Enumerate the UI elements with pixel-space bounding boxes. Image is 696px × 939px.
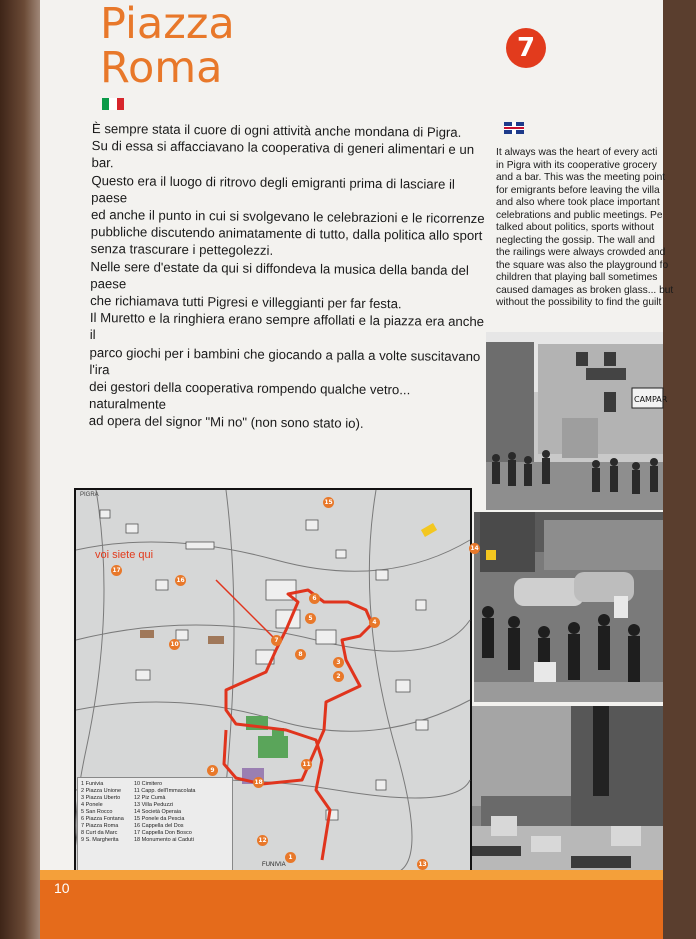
village-map[interactable] (74, 488, 479, 874)
map-marker-11[interactable]: 11 (302, 761, 311, 768)
legend-item: 16 Cappella del Dos (134, 823, 184, 829)
map-marker-9[interactable]: 9 (207, 765, 218, 776)
legend-item: 6 Piazza Fontana (81, 816, 124, 822)
map-marker-2[interactable]: 2 (333, 671, 344, 682)
legend-item: 5 San Rocco (81, 809, 113, 815)
book-spine (0, 0, 40, 939)
map-corner-label: PIGRA (80, 492, 99, 498)
map-marker-13[interactable]: 13 (418, 861, 427, 868)
legend-item: 13 Villa Peduzzi (134, 802, 174, 808)
page-footer (40, 870, 663, 939)
map-marker-12[interactable]: 12 (258, 837, 267, 844)
map-marker-10[interactable]: 10 (170, 641, 179, 648)
historic-photo-square (486, 332, 668, 510)
legend-item: 17 Cappella Don Bosco (134, 830, 192, 836)
map-marker-14[interactable]: 14 (470, 545, 479, 552)
legend-item: 9 S. Margherita (81, 837, 119, 843)
map-marker-6[interactable]: 6 (309, 593, 320, 604)
legend-item: 10 Cimitero (134, 781, 163, 787)
title-line-1: Piazza (100, 0, 235, 49)
legend-item: 18 Monumento ai Caduti (134, 837, 194, 843)
flag-italy-icon (102, 98, 124, 110)
map-legend (77, 777, 233, 871)
legend-column-left (81, 781, 124, 844)
map-marker-1[interactable]: 1 (285, 852, 296, 863)
map-marker-16[interactable]: 16 (176, 577, 185, 584)
stop-number-badge: 7 (506, 28, 546, 68)
legend-item: 15 Ponele da Pescia (134, 816, 185, 822)
you-are-here-label: voi siete qui (95, 549, 154, 561)
legend-column-right (134, 781, 195, 844)
italian-description: È sempre stata il cuore di ogni attività anche mondana di Pigra. Su di essa si affacciavano la cooperativa di generi alimentari e un bar. Questo era il luogo di ritrovo degli emigranti prima di lasciare il paese ed anche il punto in cui si svolgevano le celebrazioni e le ricorrenze pubbliche discutendo animatamente di tutto, dalla politica allo sport senza trascurare i pettegolezzi. Nelle sere d'estate da qui si diffondeva la musica della banda del paese che richiamava tutti Pigresi e villeggianti per far festa. Il Muretto e la ringhiera erano sempre affollati e la piazza era anche il parco giochi per i bambini che giocando a palla a volte suscitavano l'ira dei gestori della cooperativa rompendo qualche vetro... naturalmente ad opera del signor "Mi no" (non sono stato io). (88, 120, 485, 432)
english-description: It always was the heart of every acti in Pigra with its cooperative grocery and a bar. This was the meeting point for emigrants before leaving the villa and also where took place important celebrations and public meetings. Pe talked about politics, sports without neglecting the gossip. The wall and the railings were always crowded and the square was also the playground fo children that playing ball sometimes caused damages as broken glass... but without the possibility to find the guilt (496, 147, 674, 308)
legend-item: 3 Piazza Uberto (81, 795, 121, 801)
legend-item: 11 Capp. dell'Immacolata (134, 788, 196, 794)
legend-item: 1 Funivia (81, 781, 104, 787)
map-marker-8[interactable]: 8 (295, 649, 306, 660)
map-marker-3[interactable]: 3 (333, 657, 344, 668)
page-title (100, 0, 235, 93)
map-marker-18[interactable]: 18 (254, 779, 263, 786)
historic-photo-crowd (474, 512, 663, 702)
page-number: 10 (54, 880, 70, 896)
book-page (40, 0, 674, 939)
footer-band (40, 870, 663, 880)
map-marker-15[interactable]: 15 (324, 499, 333, 506)
legend-item: 12 Piz Cumà (134, 795, 166, 801)
map-marker-17[interactable]: 17 (112, 567, 121, 574)
title-line-2: Roma (100, 43, 223, 93)
legend-item: 8 Curt da Marc (81, 830, 118, 836)
flag-uk-icon (504, 122, 524, 134)
map-start-label: FUNIVIA (262, 862, 286, 868)
legend-item: 7 Piazza Roma (81, 823, 119, 829)
map-marker-7[interactable]: 7 (271, 635, 282, 646)
legend-item: 4 Ponele (81, 802, 103, 808)
legend-item: 14 Società Operaia (134, 809, 182, 815)
map-marker-4[interactable]: 4 (369, 617, 380, 628)
legend-item: 2 Piazza Unione (81, 788, 122, 794)
historic-photo-ruins (461, 706, 663, 884)
shop-sign: CAMPAR (634, 395, 668, 404)
map-marker-5[interactable]: 5 (305, 613, 316, 624)
